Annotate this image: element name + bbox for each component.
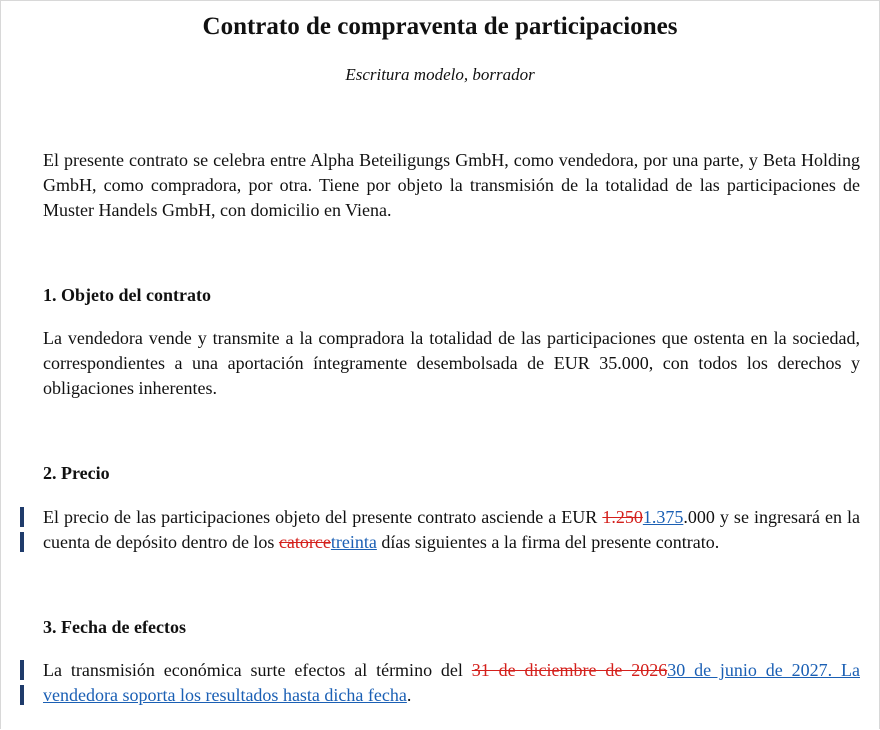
section-text-objeto: La vendedora vende y transmite a la compradora la totalidad de las participaciones que ostenta en la sociedad, correspondientes a una aportación íntegramente desembolsada de EUR 35.000, con todos los derechos y obligaciones inherentes. (43, 328, 860, 398)
text-run: El precio de las participaciones objeto del presente contrato asciende a EUR (43, 507, 603, 527)
section-text-precio (43, 505, 860, 555)
tracked-insertion: 30 de junio de 2027. La vendedora soporta los resultados hasta dicha fecha (43, 660, 860, 705)
tracked-insertion: 1.375 (642, 507, 684, 527)
tracked-deletion: 31 de diciembre de 2026 (471, 660, 668, 680)
change-bar (20, 685, 24, 705)
text-run: días siguientes a la firma del presente contrato. (376, 532, 720, 552)
text-run: . (406, 685, 412, 705)
section-heading-objeto: 1. Objeto del contrato (43, 285, 211, 305)
text-run: .000 y se ingresará en la cuenta de depósito dentro de los (43, 507, 861, 552)
tracked-deletion: 1.250 (602, 507, 643, 527)
tracked-insertion: treinta (330, 532, 377, 552)
document-subtitle: Escritura modelo, borrador (345, 65, 535, 84)
section-heading-precio: 2. Precio (43, 463, 110, 483)
change-bar (20, 532, 24, 552)
tracked-deletion: catorce (278, 532, 331, 552)
document-title: Contrato de compraventa de participaciones (202, 13, 678, 40)
intro-paragraph: El presente contrato se celebra entre Alpha Beteiligungs GmbH, como vendedora, por una parte, y Beta Holding GmbH, como compradora, por otra. Tiene por objeto la transmisión de la totalidad de las participaciones de Muster Handels GmbH, con domicilio en Viena. (43, 150, 860, 220)
section-heading-fecha: 3. Fecha de efectos (43, 617, 186, 637)
section-text-fecha (43, 658, 860, 708)
text-run: La transmisión económica surte efectos al término del (43, 660, 472, 680)
change-bar (20, 660, 24, 680)
change-bar (20, 507, 24, 527)
